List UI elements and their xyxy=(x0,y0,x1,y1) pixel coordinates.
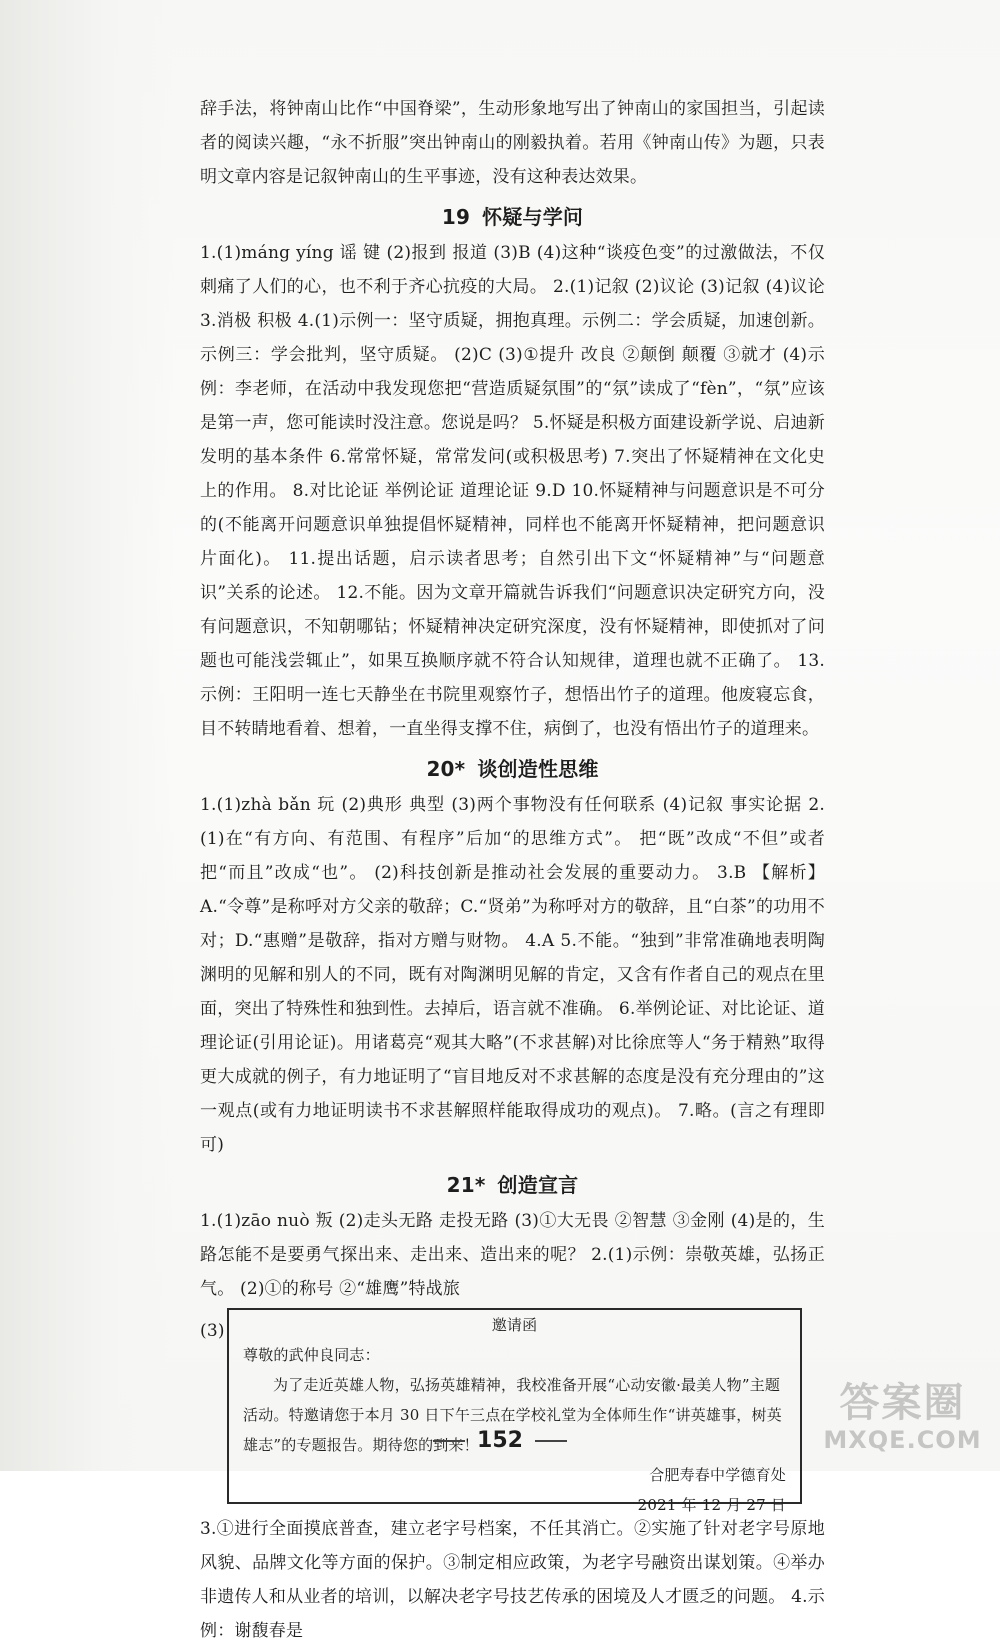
invitation-letter-box xyxy=(227,1308,802,1514)
section-21-answers: 1.(1)zāo nuò 叛 (2)走头无路 走投无路 (3)①大无畏 ②智慧 ③金刚 (4)是的，生路怎能不是要勇气探出来、走出来、造出来的呢？ 2.(1)示例：崇敬英雄，弘扬正气。 (2)①的称号 ②“雄鹰”特战旅 xyxy=(200,1211,825,1299)
section-19-answers: 1.(1)máng yíng 谣 键 (2)报到 报道 (3)B (4)这种“谈疫色变”的过激做法，不仅刺痛了人们的心，也不利于齐心抗疫的大局。 2.(1)记叙 (2)议论 (3)记叙 (4)议论 3.消极 积极 4.(1)示例一：坚守质疑，拥抱真理。示例二：学会质疑，加速创新。示例三：学会批判，坚守质疑。 (2)C (3)①提升 改良 ②颠倒 颠覆 ③就才 (4)示例：李老师，在活动中我发现您把“营造质疑氛围”的“氛”读成了“fèn”，“氛”应该是第一声，您可能读时没注意。您说是吗？ 5.怀疑是积极方面建设新学说、启迪新发明的基本条件 6.常常怀疑，常常发问(或积极思考) 7.突出了怀疑精神在文化史上的作用。 8.对比论证 举例论证 道理论证 9.D 10.怀疑精神与问题意识是不可分的(不能离开问题意识单独提倡怀疑精神，同样也不能离开怀疑精神，把问题意识片面化)。 11.提出话题，启示读者思考；自然引出下文“怀疑精神”与“问题意识”关系的论述。 12.不能。因为文章开篇就告诉我们“问题意识决定研究方向，没有问题意识，不知朝哪钻；怀疑精神决定研究深度，没有怀疑精神，即使抓对了问题也可能浅尝辄止”，如果互换顺序就不符合认知规律，道理也就不正确了。 13.示例：王阳明一连七天静坐在书院里观察竹子，想悟出竹子的道理。他废寝忘食，目不转睛地看着、想着，一直坐得支撑不住，病倒了，也没有悟出竹子的道理来。 xyxy=(200,243,825,739)
section-name: 怀疑与学问 xyxy=(482,205,584,229)
section-name: 创造宣言 xyxy=(497,1173,579,1197)
intro-paragraph: 辞手法，将钟南山比作“中国脊梁”，生动形象地写出了钟南山的家国担当，引起读者的阅读兴趣，“永不折服”突出钟南山的刚毅执着。若用《钟南山传》为题，只表明文章内容是记叙钟南山的生平事迹，没有这种表达效果。 xyxy=(200,99,825,187)
page-number-value: 152 xyxy=(477,1428,523,1453)
invitation-body: 为了走近英雄人物，弘扬英雄精神，我校准备开展“心动安徽·最美人物”主题活动。特邀请您于本月 30 日下午三点在学校礼堂为全体师生作“讲英雄事，树英雄志”的专题报告。期待您的到来！ xyxy=(243,1376,782,1454)
section-20-answers: 1.(1)zhà bǎn 玩 (2)典形 典型 (3)两个事物没有任何联系 (4)记叙 事实论据 2.(1)在“有方向、有范围、有程序”后加“的思维方式”。 把“既”改成“不但”或者把“而且”改成“也”。 (2)科技创新是推动社会发展的重要动力。 3.B 【解析】A.“令尊”是称呼对方父亲的敬辞；C.“贤弟”为称呼对方的敬辞，且“白茶”的功用不对；D.“惠赠”是敬辞，指对方赠与财物。 4.A 5.不能。“独到”非常准确地表明陶渊明的见解和别人的不同，既有对陶渊明见解的肯定，又含有作者自己的观点在里面，突出了特殊性和独到性。去掉后，语言就不准确。 6.举例论证、对比论证、道理论证(引用论证)。用诸葛亮“观其大略”(不求甚解)对比徐庶等人“务于精熟”取得更大成就的例子，有力地证明了“盲目地反对不求甚解的态度是没有充分理由的”这一观点(或有力地证明读书不求甚解照样能取得成功的观点)。 7.略。(言之有理即可) xyxy=(200,795,825,1155)
invitation-title: 邀请函 xyxy=(491,1316,538,1334)
watermark-url: MXQE.COM xyxy=(823,1426,982,1454)
section-title-19 xyxy=(200,198,825,236)
invitation-salutation: 尊敬的武仲良同志： xyxy=(243,1346,380,1364)
section-title-20 xyxy=(200,750,825,788)
section-number: 19 xyxy=(441,205,471,229)
watermark-logo: 答案圈 xyxy=(839,1380,966,1426)
section-number: 21* xyxy=(446,1173,486,1197)
section-name: 谈创造性思维 xyxy=(477,757,599,781)
page-content xyxy=(200,92,825,1648)
section-title-21 xyxy=(200,1166,825,1204)
invitation-item-label: (3) xyxy=(200,1321,225,1341)
scan-gutter-shadow xyxy=(0,0,175,1471)
page-number-dash-left xyxy=(433,1440,465,1442)
site-watermark xyxy=(815,1380,990,1465)
after-invitation-answers: 3.①进行全面摸底普查，建立老字号档案，不任其消亡。②实施了针对老字号原地风貌、品牌文化等方面的保护。③制定相应政策，为老字号融资出谋划策。④举办非遗传人和从业者的培训，以解决老字号技艺传承的困境及人才匮乏的问题。 4.示例：谢馥春是 xyxy=(200,1519,825,1641)
invitation-date: 2021 年 12 月 27 日 xyxy=(637,1496,786,1514)
invitation-block xyxy=(200,1308,825,1512)
invitation-sender: 合肥寿春中学德育处 xyxy=(649,1466,786,1484)
page-number-dash-right xyxy=(535,1440,567,1442)
section-number: 20* xyxy=(426,757,466,781)
